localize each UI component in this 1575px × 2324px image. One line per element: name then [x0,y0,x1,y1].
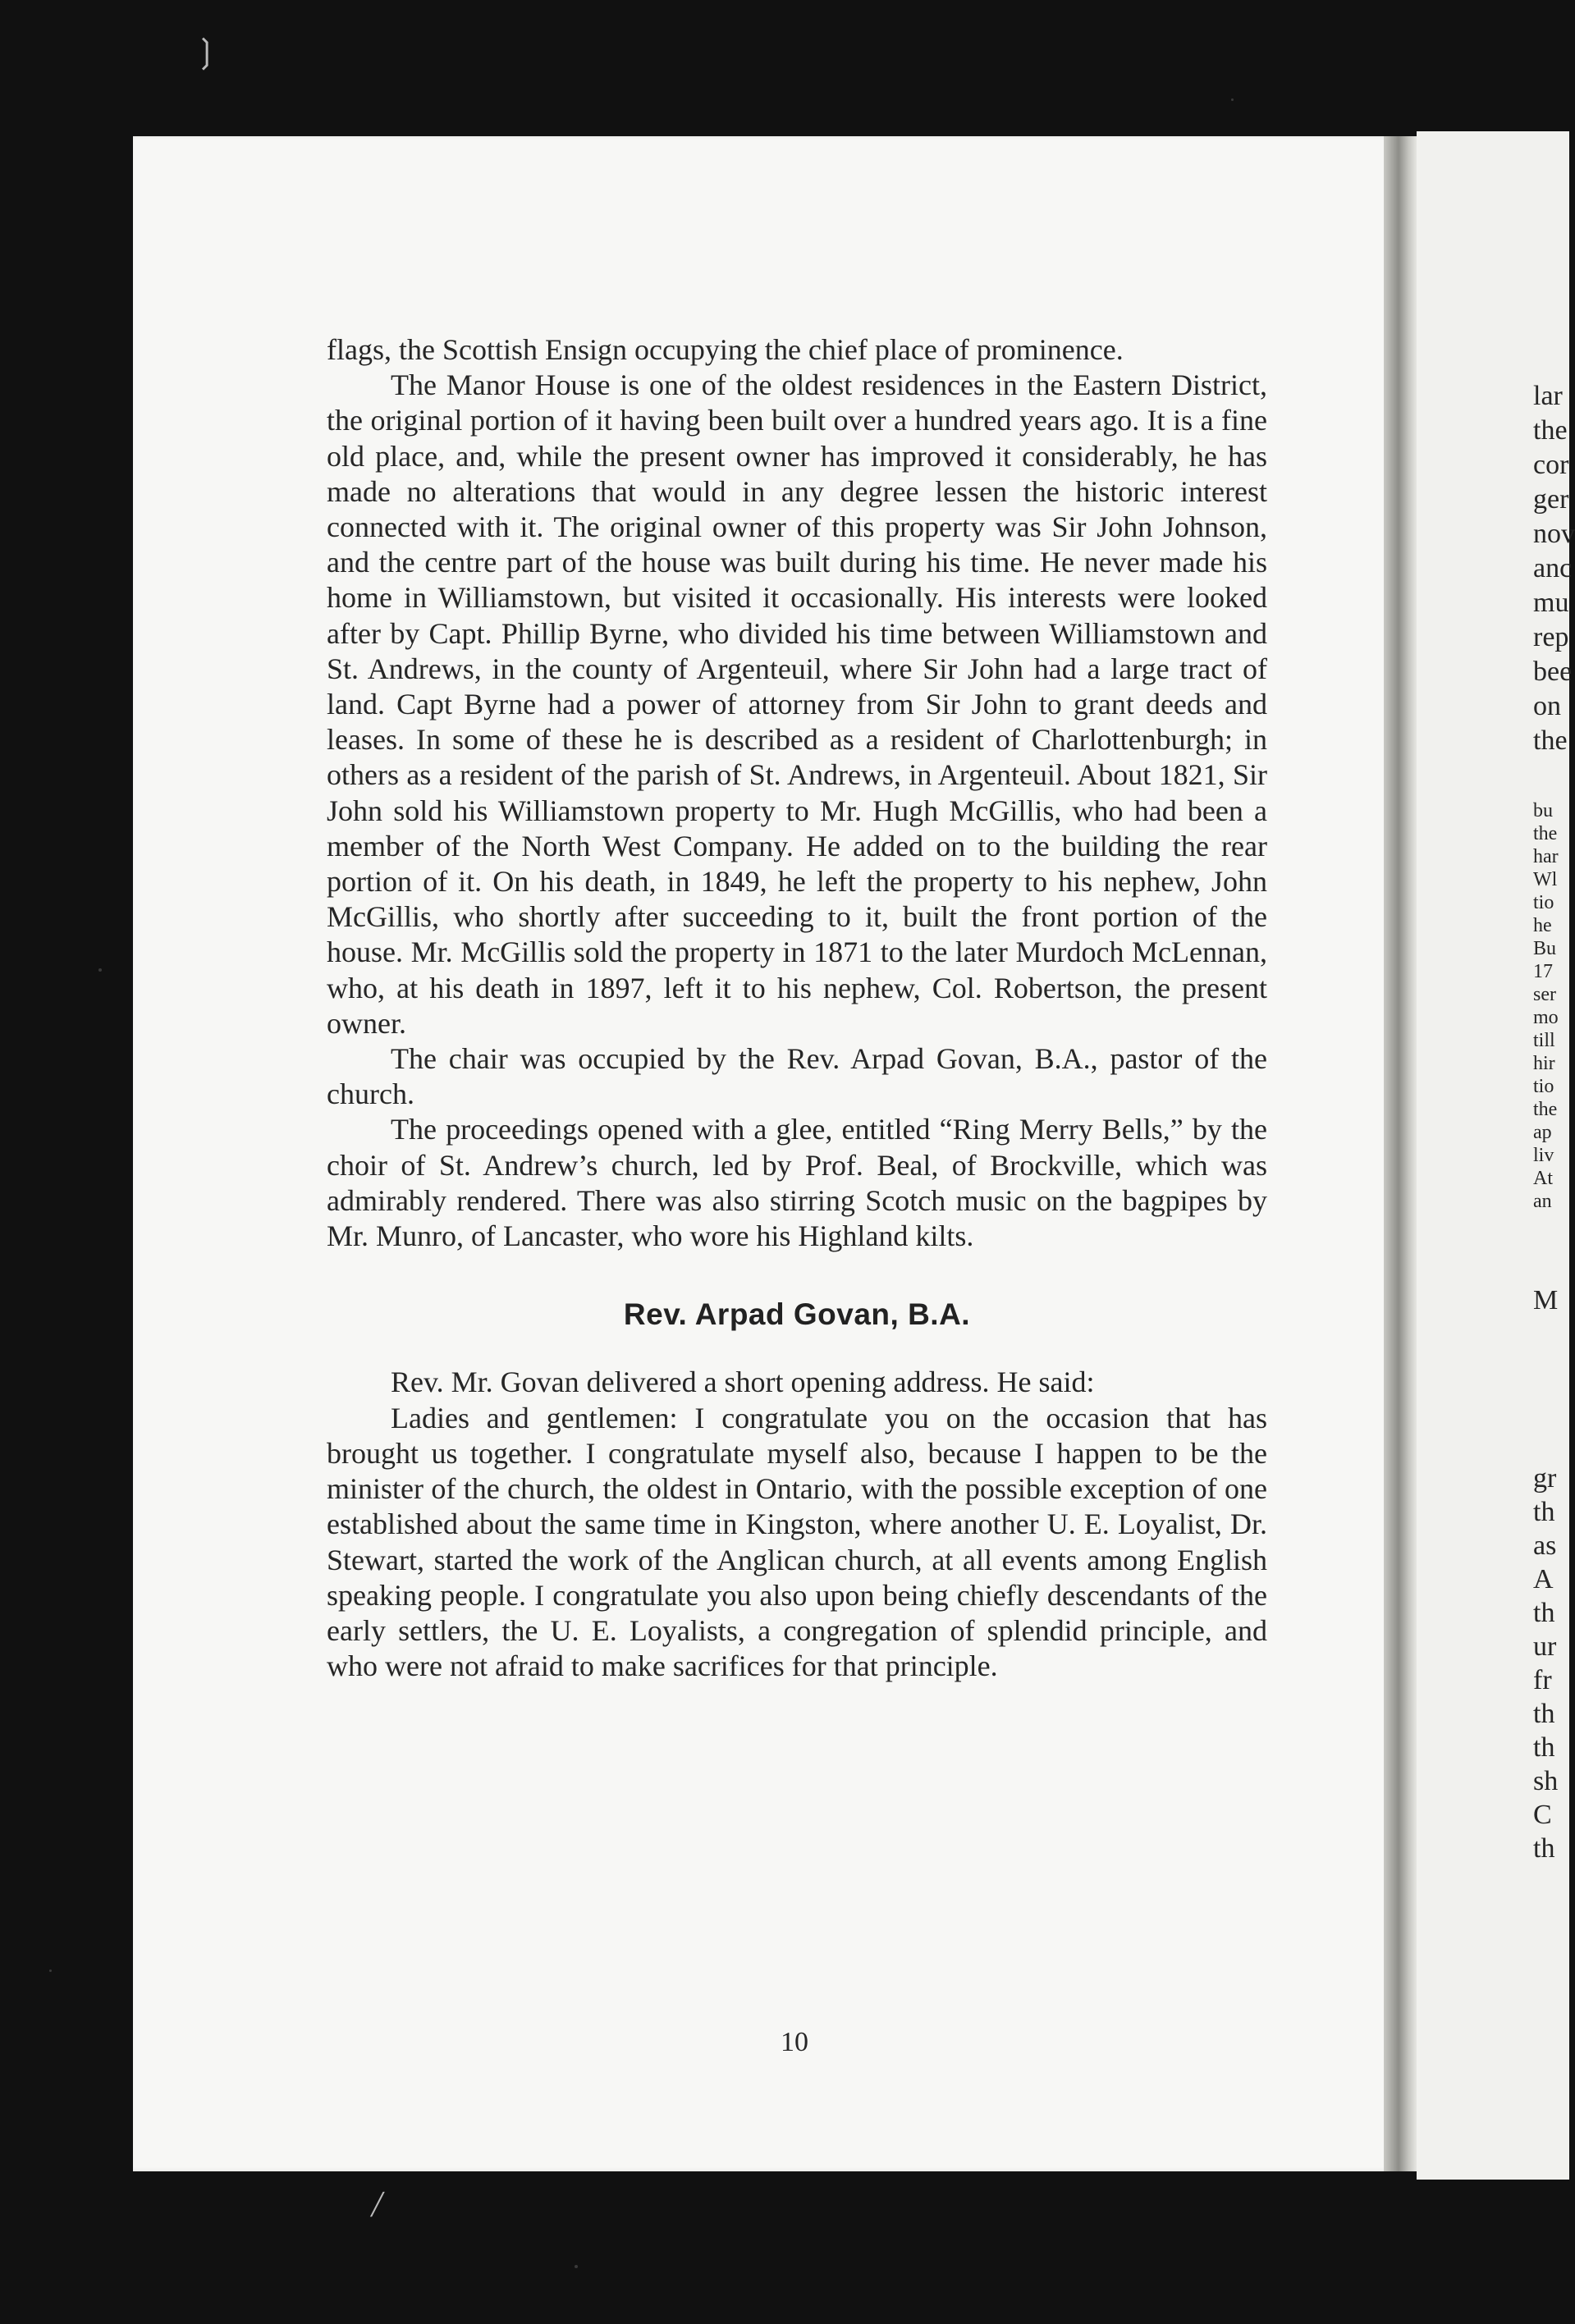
film-speck [98,968,102,972]
facing-text-fragment: A [1533,1564,1554,1594]
section-heading: Rev. Arpad Govan, B.A. [623,1297,971,1332]
facing-text-fragment: hir [1533,1053,1555,1074]
facing-text-fragment: mo [1533,1007,1559,1028]
facing-text-fragment: th [1533,1598,1555,1628]
page-body-text [327,332,1267,1684]
film-speck [49,1969,52,1972]
body-paragraph: Ladies and gentlemen: I congratulate you on the occasion that has brought us together. I congratulate myself also, because I happen to be the minister of the church, the oldest in Ontario, with the possible exception of one established about the same time in Kingston, where another U. E. Loyalist, Dr. Stewart, started the work of the Anglican church, at all events among English speaking people. I congratulate you also upon being chiefly descendants of the early settlers, the U. E. Loyalists, a congregation of splendid principle, and who were not afraid to make sacrifices for that principle. [327,1401,1267,1683]
facing-text-fragment: sh [1533,1766,1559,1796]
facing-text-fragment: anc [1533,553,1573,583]
facing-text-fragment: ur [1533,1631,1557,1662]
facing-text-fragment: liv [1533,1145,1554,1166]
facing-text-fragment: th [1533,1699,1555,1729]
facing-text-fragment: Bu [1533,938,1557,959]
facing-text-fragment: th [1533,1732,1555,1763]
facing-text-fragment: as [1533,1530,1557,1561]
facing-text-fragment: rep [1533,622,1569,652]
body-paragraph: flags, the Scottish Ensign occupying the chief place of prominence. [327,333,1124,366]
facing-text-fragment: nov [1533,519,1575,549]
film-speck [1231,98,1234,101]
facing-heading-fragment: M [1533,1285,1559,1315]
facing-text-fragment: on [1533,691,1561,721]
facing-text-fragment: an [1533,1191,1552,1212]
facing-text-fragment: 17 [1533,961,1553,982]
facing-text-fragment: ger [1533,484,1569,515]
body-paragraph: The proceedings opened with a glee, entitled “Ring Merry Bells,” by the choir of St. Andrew’s church, led by Prof. Beal, of Brockville, which was admirably rendered. There was also stirring Scotch music on the bagpipes by Mr. Munro, of Lancaster, who wore his Highland kilts. [327,1113,1267,1253]
body-paragraph: The chair was occupied by the Rev. Arpad Govan, B.A., pastor of the church. [327,1042,1267,1111]
film-scratch-mark: ╱ [371,2193,384,2217]
facing-text-fragment: till [1533,1030,1555,1051]
facing-text-fragment: ap [1533,1122,1552,1143]
facing-text-fragment: the [1533,415,1568,446]
facing-text-fragment: he [1533,915,1552,936]
facing-text-fragment: bu [1533,800,1553,821]
facing-text-fragment: the [1533,823,1558,844]
facing-text-fragment: har [1533,846,1559,867]
facing-text-fragment: Wl [1533,869,1558,890]
film-scratch-mark: ❳ [192,33,220,71]
facing-text-fragment: bee [1533,656,1573,687]
facing-text-fragment: the [1533,1099,1558,1120]
facing-text-fragment: th [1533,1833,1555,1864]
page-gutter-shadow [1384,136,1417,2171]
facing-text-fragment: cor [1533,450,1569,480]
facing-text-fragment: the [1533,725,1568,756]
facing-text-fragment: fr [1533,1665,1552,1695]
body-paragraph: Rev. Mr. Govan delivered a short opening address. He said: [391,1366,1095,1399]
facing-text-fragment: th [1533,1497,1555,1527]
facing-text-fragment: mu [1533,588,1569,618]
facing-text-fragment: lar [1533,381,1563,411]
body-paragraph: The Manor House is one of the oldest residences in the Eastern District, the original portion of it having been built over a hundred years ago. It is a fine old place, and, while the present owner has improved it considerably, he has made no alterations that would in any degree lessen the historic interest connected with it. The original owner of this property was Sir John Johnson, and the centre part of the house was built during his time. He never made his home in Williamstown, but visited it occasionally. His interests were looked after by Capt. Phillip Byrne, who divided his time between Williamstown and St. Andrews, in the county of Argenteuil, where Sir John had a large tract of land. Capt Byrne had a power of attorney from Sir John to grant deeds and leases. In some of these he is described as a resident of Charlottenburgh; in others as a resident of the parish of St. Andrews, in Argenteuil. About 1821, Sir John sold his Williamstown property to Mr. Hugh McGillis, who had been a member of the North West Company. He added on to the building the rear portion of it. On his death, in 1849, he left the property to his nephew, John McGillis, who shortly after succeeding to it, built the front portion of the house. Mr. McGillis sold the property in 1871 to the later Murdoch McLennan, who, at his death in 1897, left it to his nephew, Col. Robertson, the present owner. [327,368,1267,1040]
page-number: 10 [781,2027,808,2057]
facing-text-fragment: tio [1533,1076,1554,1097]
facing-text-fragment: tio [1533,892,1554,913]
facing-text-fragment: ser [1533,984,1556,1005]
film-speck [575,2265,578,2268]
facing-text-fragment: C [1533,1800,1552,1830]
facing-text-fragment: gr [1533,1463,1557,1494]
facing-text-fragment: At [1533,1168,1553,1189]
